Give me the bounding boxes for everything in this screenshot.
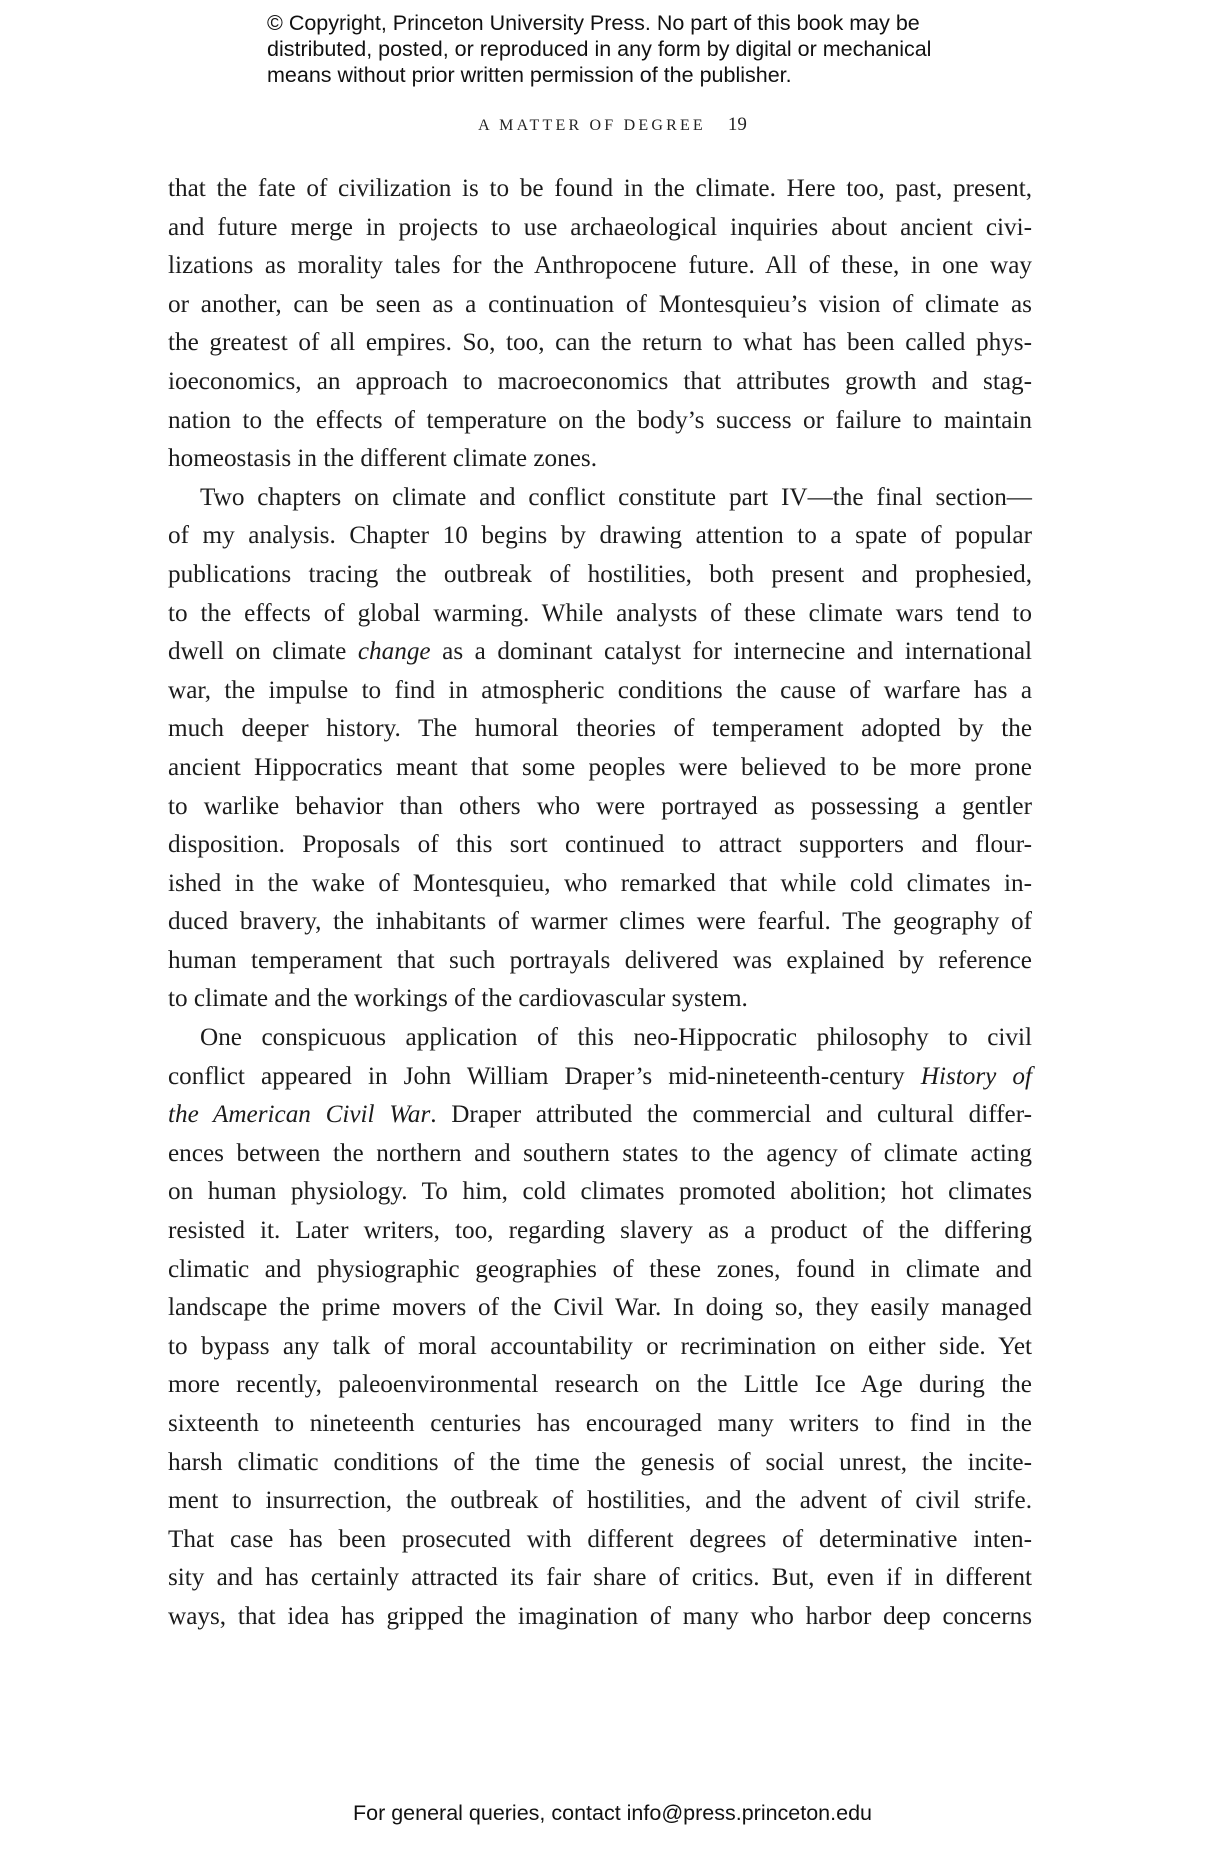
text-line [168,1251,1032,1290]
text-line [168,440,1032,479]
text-line [168,402,1032,441]
text-run: lizations as morality tales for the Anthropocene future. All of these, in one way [168,252,1032,280]
text-run: or another, can be seen as a continuation of Montesquieu’s vision of climate as [168,290,1032,318]
text-line [168,1058,1032,1097]
italic-text: the American Civil War [168,1101,431,1129]
text-line [168,710,1032,749]
text-run: much deeper history. The humoral theories of temperament adopted by the [168,715,1032,743]
text-line [168,209,1032,248]
text-line [168,826,1032,865]
text-run: . Draper attributed the commercial and cultural differ- [430,1101,1032,1129]
text-line [168,1289,1032,1328]
text-run: of my analysis. Chapter 10 begins by drawing attention to a spate of popular [168,522,1032,550]
text-line [168,1328,1032,1367]
text-run: publications tracing the outbreak of hostilities, both present and prophesied, [168,560,1032,588]
text-line [168,1482,1032,1521]
text-line [168,942,1032,981]
text-run: homeostasis in the different climate zones. [168,445,597,473]
text-run: more recently, paleoenvironmental research on the Little Ice Age during the [168,1371,1032,1399]
text-line [168,247,1032,286]
italic-text: change [357,638,431,666]
text-line [168,865,1032,904]
paragraph [168,479,1032,1019]
text-line [168,1559,1032,1598]
text-line [168,1366,1032,1405]
text-run: the greatest of all empires. So, too, can the return to what has been called phys- [168,329,1032,357]
text-run: conflict appeared in John William Draper’s mid-nineteenth-century [168,1062,921,1090]
text-line [168,788,1032,827]
text-run: and future merge in projects to use archaeological inquiries about ancient civi- [168,213,1032,241]
text-line [168,1135,1032,1174]
text-line [168,749,1032,788]
text-run: ences between the northern and southern states to the agency of climate acting [168,1139,1032,1167]
body-text [168,170,1032,1637]
text-run: ioeconomics, an approach to macroeconomics that attributes growth and stag- [168,367,1032,395]
text-run: duced bravery, the inhabitants of warmer climes were fearful. The geography of [168,908,1032,936]
italic-text: History of [920,1062,1032,1090]
copyright-line: distributed, posted, or reproduced in any form by digital or mechanical [267,37,932,61]
text-line [168,363,1032,402]
text-run: landscape the prime movers of the Civil War. In doing so, they easily managed [168,1294,1032,1322]
text-run: climatic and physiographic geographies of these zones, found in climate and [168,1255,1032,1283]
text-run: sixteenth to nineteenth centuries has encouraged many writers to find in the [168,1410,1032,1437]
text-run: to warlike behavior than others who were portrayed as possessing a gentler [168,792,1032,820]
text-line [168,556,1032,595]
paragraph [168,1019,1032,1637]
text-line [168,1444,1032,1483]
text-line [168,672,1032,711]
text-run: disposition. Proposals of this sort continued to attract supporters and flour- [168,831,1032,859]
text-run: nation to the effects of temperature on the body’s success or failure to maintain [168,406,1032,434]
text-run: on human physiology. To him, cold climates promoted abolition; hot climates [168,1178,1032,1206]
text-run: sity and has certainly attracted its fair share of critics. But, even if in different [168,1564,1032,1592]
text-line [168,1521,1032,1560]
text-line [168,1019,1032,1058]
text-run: that the fate of civilization is to be found in the climate. Here too, past, present, [168,175,1032,202]
text-line [168,633,1032,672]
text-line [168,1096,1032,1135]
text-run: ment to insurrection, the outbreak of hostilities, and the advent of civil strife. [168,1487,1032,1515]
text-run: That case has been prosecuted with different degrees of determinative inten- [168,1525,1032,1553]
text-run: human temperament that such portrayals delivered was explained by reference [168,946,1032,974]
text-line [168,324,1032,363]
text-run: ished in the wake of Montesquieu, who remarked that while cold climates in- [168,869,1032,897]
text-run: Two chapters on climate and conflict constitute part IV—the final section— [200,483,1032,511]
footer-contact: For general queries, contact info@press.princeton.edu [352,1801,872,1825]
text-run: war, the impulse to find in atmospheric conditions the cause of warfare has a [168,676,1032,704]
running-head-title: A MATTER OF DEGREE [478,117,706,134]
text-line [168,980,1032,1019]
running-head [0,114,1225,136]
text-line [168,1598,1032,1637]
text-run: resisted it. Later writers, too, regarding slavery as a product of the differing [168,1217,1032,1245]
copyright-line: means without prior written permission of the publisher. [267,63,792,87]
text-run: to climate and the workings of the cardiovascular system. [168,985,748,1013]
text-run: to bypass any talk of moral accountability or recrimination on either side. Yet [168,1332,1032,1360]
text-run: to the effects of global warming. While analysts of these climate wars tend to [168,599,1032,627]
text-line [168,595,1032,634]
text-run: One conspicuous application of this neo-Hippocratic philosophy to civil [200,1024,1032,1052]
copyright-notice [267,10,987,88]
text-line [168,286,1032,325]
text-line [168,1173,1032,1212]
page-number: 19 [727,114,747,135]
text-line [168,517,1032,556]
text-run: dwell on climate [168,638,358,666]
text-line [168,170,1032,209]
text-line [168,1212,1032,1251]
text-line [168,1405,1032,1444]
text-run: ways, that idea has gripped the imagination of many who harbor deep concerns [168,1602,1032,1630]
text-run: as a dominant catalyst for internecine and international [430,638,1032,666]
copyright-line: © Copyright, Princeton University Press. No part of this book may be [267,11,920,35]
text-line [168,479,1032,518]
paragraph [168,170,1032,479]
text-run: ancient Hippocratics meant that some peoples were believed to be more prone [168,753,1032,781]
text-line [168,903,1032,942]
text-run: harsh climatic conditions of the time the genesis of social unrest, the incite- [168,1448,1032,1476]
